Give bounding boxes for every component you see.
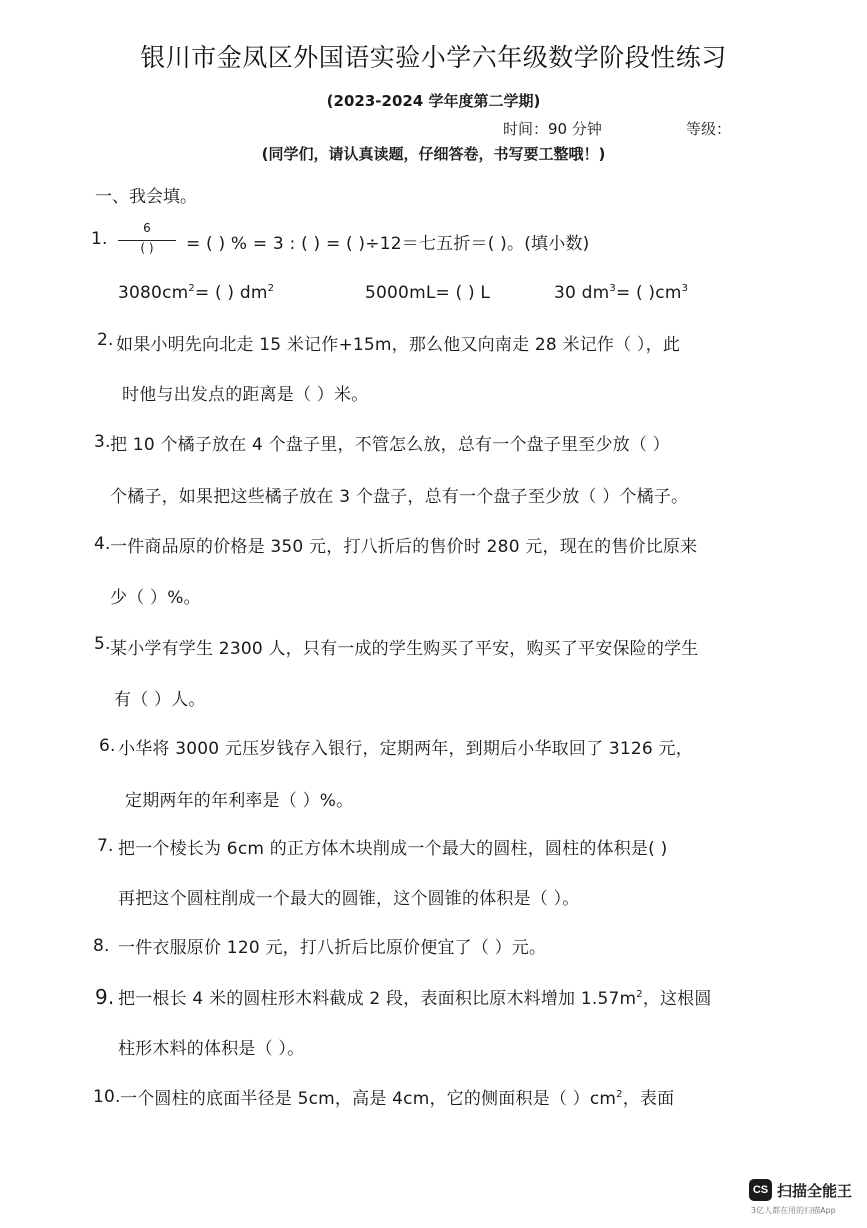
question-text: 一件商品原的价格是 350 元，打八折后的售价时 280 元，现在的售价比原来 — [110, 537, 698, 557]
question-text-part: ，这根圆 — [642, 989, 712, 1009]
question-text: 柱形木料的体积是（ ）。 — [118, 1039, 305, 1059]
question-text: 小华将 3000 元压岁钱存入银行，定期两年，到期后小华取回了 3126 元， — [118, 739, 693, 759]
exponent: 2 — [636, 989, 643, 1000]
exam-grade: 等级： — [686, 120, 732, 138]
page-title: 银川市金凤区外国语实验小学六年级数学阶段性练习 — [140, 43, 727, 72]
fraction-numerator: 6 — [143, 221, 151, 235]
watermark-name: 扫描全能王 — [777, 1182, 853, 1200]
question-text: 把一个棱长为 6cm 的正方体木块削成一个最大的圆柱，圆柱的体积是( ) — [118, 839, 668, 859]
question-text: 把 10 个橘子放在 4 个盘子里，不管怎么放，总有一个盘子里至少放（ ） — [110, 435, 670, 455]
exponent: 2 — [616, 1089, 623, 1100]
question-text: 如果小明先向北走 15 米记作+15m，那么他又向南走 28 米记作（ ），此 — [116, 335, 681, 355]
question-text: 某小学有学生 2300 人，只有一成的学生购买了平安，购买了平安保险的学生 — [110, 639, 699, 659]
question-number: 1. — [91, 229, 108, 249]
question-text-part: 把一根长 4 米的圆柱形木料截成 2 段，表面积比原木料增加 1.57m — [118, 989, 637, 1009]
page-subtitle: (2023-2024 学年度第二学期) — [326, 92, 541, 110]
unit-conversion-area — [118, 283, 274, 303]
question-text: 有（ ）人。 — [114, 690, 206, 710]
exponent: 3 — [681, 283, 689, 294]
question-number: 10. — [93, 1087, 121, 1107]
question-number: 2. — [97, 330, 114, 350]
unit-conversion-cubic — [554, 283, 688, 303]
question-text: = ( ) % = 3 : ( ) = ( )÷12＝七五折＝( )。(填小数) — [186, 234, 590, 254]
question-text — [120, 1084, 674, 1109]
fraction-denominator: ( ) — [140, 241, 154, 255]
section-title: 一、我会填。 — [95, 187, 197, 207]
question-text-part: 一个圆柱的底面半径是 5cm，高是 4cm，它的侧面积是（ ）cm — [120, 1089, 617, 1109]
question-text-part: ，表面 — [622, 1089, 675, 1109]
question-number: 7. — [97, 836, 114, 856]
question-text — [118, 984, 712, 1009]
fraction — [118, 221, 176, 261]
unit-conversion-volume: 5000mL= ( ) L — [365, 283, 491, 303]
question-number: 3. — [94, 432, 111, 452]
question-text: 个橘子，如果把这些橘子放在 3 个盘子，总有一个盘子至少放（ ）个橘子。 — [110, 487, 689, 507]
conversion-text: = ( ) dm — [194, 283, 268, 303]
scanner-watermark — [749, 1178, 859, 1222]
question-text: 定期两年的年利率是（ ）%。 — [125, 791, 354, 811]
conversion-text: 3080cm — [118, 283, 189, 303]
question-number: 6. — [99, 736, 116, 756]
conversion-text: = ( )cm — [615, 283, 682, 303]
exponent: 2 — [188, 283, 195, 294]
question-number: 9. — [95, 985, 115, 1009]
exponent: 3 — [609, 283, 616, 294]
question-number: 4. — [94, 534, 111, 554]
exam-time: 时间：90 分钟 — [503, 120, 602, 138]
question-text: 一件衣服原价 120 元，打八折后比原价便宜了（ ）元。 — [118, 938, 547, 958]
watermark-tagline: 3亿人都在用的扫描App — [751, 1206, 836, 1215]
question-number: 8. — [93, 936, 110, 956]
conversion-text: 30 dm — [554, 283, 610, 303]
question-text: 再把这个圆柱削成一个最大的圆锥，这个圆锥的体积是（ ）。 — [118, 889, 580, 909]
exam-notice: (同学们，请认真读题，仔细答卷，书写要工整哦！) — [261, 145, 606, 163]
question-text: 时他与出发点的距离是（ ）米。 — [122, 385, 369, 405]
exponent: 2 — [267, 283, 275, 294]
question-text: 少（ ）%。 — [110, 588, 201, 608]
camscanner-logo-icon: CS — [749, 1179, 772, 1201]
question-number: 5. — [94, 634, 111, 654]
